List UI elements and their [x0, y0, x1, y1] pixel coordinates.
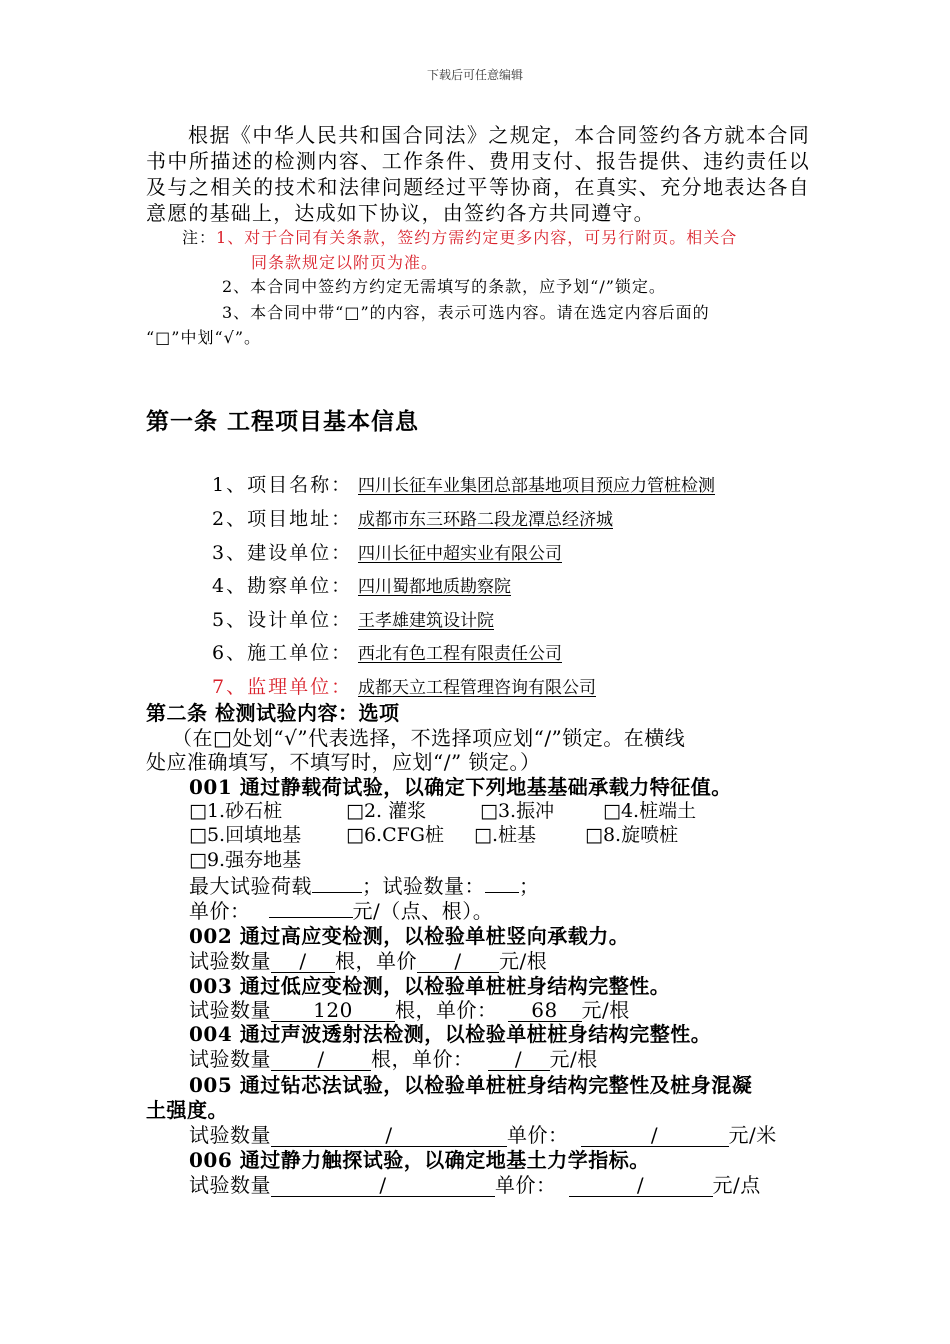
- item-value: 西北有色工程有限责任公司: [358, 644, 562, 664]
- section-005-line: [189, 1122, 853, 1148]
- section-003-title: 003 通过低应变检测，以检验单桩桩身结构完整性。: [189, 974, 671, 998]
- project-item-1: [212, 472, 715, 499]
- section-002-line: [189, 948, 853, 974]
- qty-label: ；试验数量：: [362, 874, 485, 898]
- price-field[interactable]: /: [581, 1124, 729, 1147]
- option-checkbox[interactable]: □9.强夯地基: [189, 849, 302, 871]
- intro-paragraph: 根据《中华人民共和国合同法》之规定，本合同签约各方就本合同书中所描述的检测内容、工作条件、费用支付、报告提供、违约责任以及与之相关的技术和法律问题经过平等协商，在真实、充分地表达各自意愿的基础上，达成如下协议，由签约各方共同遵守。: [146, 123, 810, 225]
- qty-label: 试验数量: [189, 1173, 271, 1197]
- note-1-text: 1、对于合同有关条款，签约方需约定更多内容，可另行附页。相关合: [216, 228, 738, 247]
- note-1-cont: 同条款规定以附页为准。: [251, 253, 439, 272]
- qty-field[interactable]: /: [271, 950, 335, 973]
- item-label: 7、监理单位：: [212, 676, 353, 698]
- item-label: 5、设计单位：: [212, 609, 353, 631]
- price-unit: 元/根: [499, 949, 548, 973]
- price-unit: 元/根: [581, 998, 630, 1022]
- section-002-title: 002 通过高应变检测，以检验单桩竖向承载力。: [189, 924, 630, 948]
- price-label: 单价：: [495, 1173, 557, 1197]
- note-3-cont: “□”中划“√”。: [146, 328, 262, 347]
- project-item-2: [212, 506, 613, 533]
- qty-end: ；: [519, 874, 540, 898]
- option-checkbox[interactable]: □6.CFG桩: [346, 824, 444, 846]
- item-label: 6、施工单位：: [212, 642, 353, 664]
- price-unit: 元/（点、根）。: [352, 899, 494, 923]
- item-value: 王孝雄建筑设计院: [358, 611, 494, 631]
- item-label: 1、项目名称：: [212, 474, 353, 496]
- price-label: 单价：: [189, 899, 251, 923]
- section-006-title: 006 通过静力触探试验，以确定地基土力学指标。: [189, 1148, 650, 1172]
- option-checkbox[interactable]: □1.砂石桩: [189, 800, 283, 822]
- option-checkbox[interactable]: □3.振冲: [480, 800, 555, 822]
- section-001-title: 001 通过静载荷试验，以确定下列地基基础承载力特征值。: [189, 775, 732, 799]
- article-1-title: 第一条 工程项目基本信息: [146, 408, 420, 435]
- load-label: 最大试验荷载: [189, 874, 312, 898]
- option-checkbox[interactable]: □5.回填地基: [189, 824, 302, 846]
- qty-label: 试验数量: [189, 949, 271, 973]
- section-005-title: 005 通过钻芯法试验，以检验单桩桩身结构完整性及桩身混凝: [189, 1073, 753, 1097]
- item-value: 成都市东三环路二段龙潭总经济城: [358, 510, 613, 530]
- section-004-title: 004 通过声波透射法检测，以检验单桩桩身结构完整性。: [189, 1022, 712, 1046]
- item-value: 成都天立工程管理咨询有限公司: [358, 678, 596, 698]
- page-header: 下载后可任意编辑: [426, 68, 523, 82]
- section-006-line: [189, 1172, 853, 1198]
- section-004-line: [189, 1046, 853, 1072]
- section-005-title-cont: 土强度。: [146, 1098, 228, 1122]
- project-item-3: [212, 540, 562, 567]
- qty-field[interactable]: 120: [271, 999, 395, 1022]
- option-checkbox[interactable]: □.桩基: [474, 824, 536, 846]
- article-2-instructions-cont: 处应准确填写，不填写时，应划“/” 锁定。）: [146, 750, 541, 774]
- qty-field[interactable]: /: [271, 1048, 371, 1071]
- price-unit: 元/点: [712, 1173, 761, 1197]
- qty-field[interactable]: /: [271, 1124, 507, 1147]
- item-label: 4、勘察单位：: [212, 575, 353, 597]
- qty-label: 试验数量: [189, 998, 271, 1022]
- article-2-title: 第二条 检测试验内容：选项: [146, 701, 400, 725]
- section-001-price-line: [189, 898, 853, 924]
- note-3: 3、本合同中带“□”的内容，表示可选内容。请在选定内容后面的: [222, 303, 710, 322]
- option-checkbox[interactable]: □4.桩端土: [603, 800, 697, 822]
- item-label: 3、建设单位：: [212, 542, 353, 564]
- project-item-6: [212, 640, 562, 667]
- qty-field[interactable]: /: [271, 1174, 495, 1197]
- price-field[interactable]: /: [569, 1174, 713, 1197]
- price-unit: 元/根: [549, 1047, 598, 1071]
- note-1: [182, 226, 846, 250]
- article-2-instructions: （在□处划“√”代表选择，不选择项应划“/”锁定。在横线: [172, 726, 686, 750]
- project-item-5: [212, 607, 494, 634]
- price-label: 单价：: [507, 1123, 569, 1147]
- option-checkbox[interactable]: □8.旋喷桩: [585, 824, 679, 846]
- project-item-4: [212, 573, 511, 600]
- item-value: 四川蜀都地质勘察院: [358, 577, 511, 597]
- price-field[interactable]: /: [417, 950, 499, 973]
- item-label: 2、项目地址：: [212, 508, 353, 530]
- load-field[interactable]: [312, 892, 362, 893]
- note-label: 注：: [182, 228, 217, 247]
- note-2: 2、本合同中签约方约定无需填写的条款，应予划“/”锁定。: [222, 277, 666, 296]
- section-001-load-line: [189, 873, 853, 899]
- qty-label: 试验数量: [189, 1123, 271, 1147]
- item-value: 四川长征车业集团总部基地项目预应力管桩检测: [358, 476, 715, 496]
- option-checkbox[interactable]: □2. 灌浆: [346, 800, 427, 822]
- item-value: 四川长征中超实业有限公司: [358, 544, 562, 564]
- price-field[interactable]: 68: [508, 999, 582, 1022]
- price-unit: 元/米: [728, 1123, 777, 1147]
- qty-unit: 根，单价：: [371, 1047, 474, 1071]
- price-field[interactable]: [269, 917, 353, 918]
- qty-unit: 根，单价: [335, 949, 417, 973]
- qty-label: 试验数量: [189, 1047, 271, 1071]
- qty-field[interactable]: [485, 892, 519, 893]
- price-field[interactable]: /: [488, 1048, 550, 1071]
- project-item-7: [212, 674, 596, 701]
- section-003-line: [189, 997, 853, 1023]
- qty-unit: 根，单价：: [395, 998, 498, 1022]
